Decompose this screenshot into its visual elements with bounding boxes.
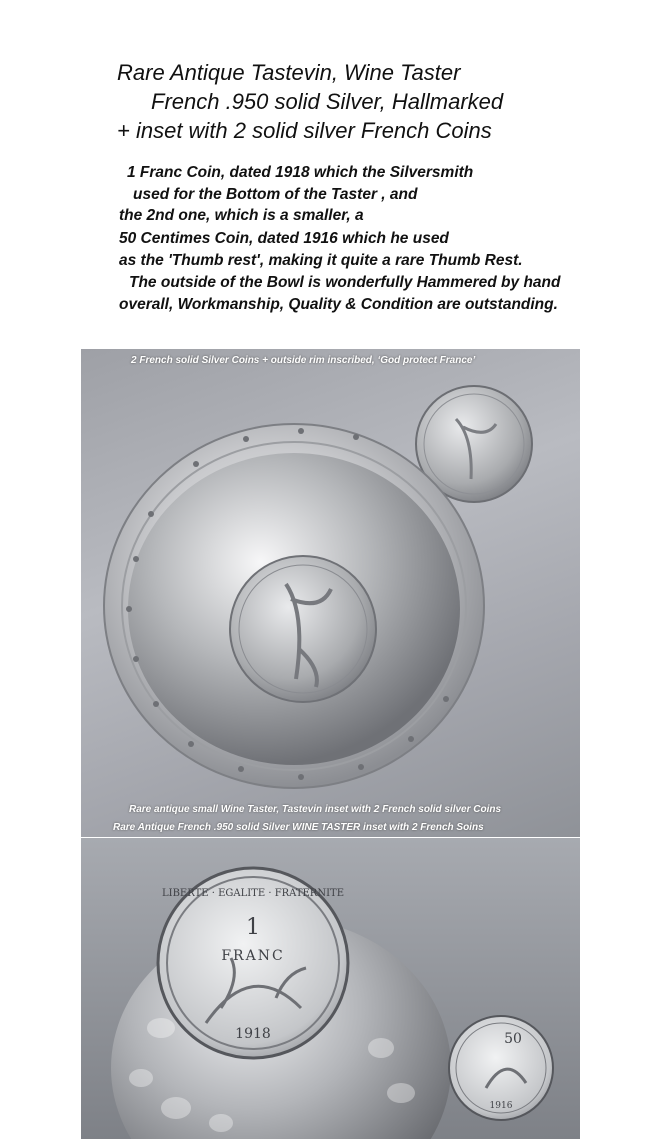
- underside-photo-caption: Rare Antique French .950 solid Silver WINE TASTER inset with 2 French Soins: [113, 822, 484, 833]
- top-photo-caption: 2 French solid Silver Coins + outside rim inscribed, ‘God protect France’: [131, 355, 476, 366]
- description-line: overall, Workmanship, Quality & Condition are outstanding.: [119, 296, 558, 313]
- headline-line-3: + inset with 2 solid silver French Coins: [117, 118, 492, 143]
- coin-legend-text: LIBERTE · EGALITE · FRATERNITE: [161, 888, 345, 899]
- description-line: 1 Franc Coin, dated 1918 which the Silversmith: [127, 164, 474, 181]
- small-coin-year-text: 1916: [489, 1101, 513, 1111]
- headline-line-2: French .950 solid Silver, Hallmarked: [151, 89, 504, 114]
- bowl-bottom-coin: [230, 556, 376, 702]
- description-line: 50 Centimes Coin, dated 1916 which he used: [119, 230, 449, 247]
- tastevin-underside-photo: [81, 838, 580, 1139]
- small-coin-value-text: 50: [504, 1031, 522, 1047]
- description-line: used for the Bottom of the Taster , and: [133, 186, 418, 203]
- tastevin-bowl-illustration: [81, 349, 580, 837]
- tastevin-underside-illustration: [81, 838, 580, 1139]
- coin-year-text: 1918: [235, 1026, 271, 1042]
- tastevin-top-photo: [81, 349, 580, 837]
- description-line: the 2nd one, which is a smaller, a: [119, 207, 364, 224]
- coin-value-text: 1: [246, 915, 260, 940]
- description-line: as the 'Thumb rest', making it quite a rare Thumb Rest.: [119, 252, 523, 269]
- headline-line-1: Rare Antique Tastevin, Wine Taster: [117, 60, 461, 85]
- top-photo-bottom-caption: Rare antique small Wine Taster, Tastevin inset with 2 French solid silver Coins: [129, 804, 502, 815]
- description-line: The outside of the Bowl is wonderfully Hammered by hand: [129, 274, 561, 291]
- coin-unit-text: FRANC: [221, 948, 285, 964]
